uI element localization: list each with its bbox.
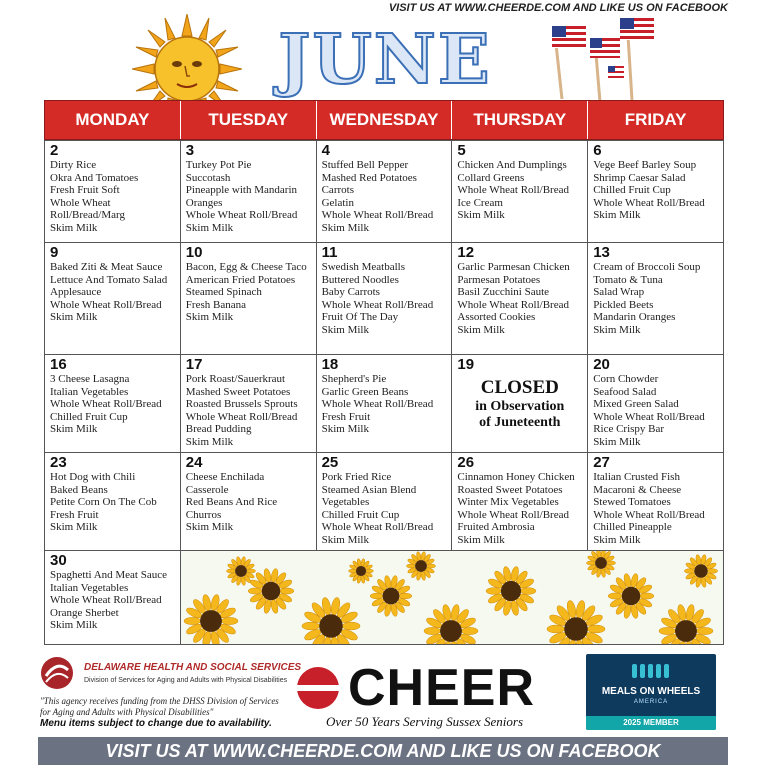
day-number: 5 (457, 142, 466, 159)
weekday-header (44, 100, 724, 140)
menu-item: Seafood Salad (593, 385, 657, 398)
menu-item: Italian Crusted Fish (593, 471, 680, 483)
menu-items (593, 159, 718, 222)
menu-item: Whole Wheat Roll/Bread (321, 521, 434, 533)
menu-item: Collard Greens (457, 171, 525, 184)
day-cell (588, 453, 724, 551)
menu-item: Skim Milk (457, 209, 505, 221)
day-number: 30 (50, 552, 67, 569)
menu-item: Skim Milk (50, 221, 98, 234)
closed-text: in Observation (475, 399, 565, 414)
menu-item: 3 Cheese Lasagna (50, 373, 130, 385)
sunflower-icon-group (181, 551, 721, 645)
menu-item: Chilled Fruit Cup (321, 508, 400, 521)
cheer-wordmark: CHEER (348, 659, 536, 717)
sunflower-icon (248, 568, 294, 614)
menu-item: Baked Ziti & Meat Sauce (50, 261, 163, 273)
menu-item: Whole Wheat Roll/Bread (50, 594, 162, 606)
weekday-thursday: THURSDAY (452, 101, 588, 139)
menu-item: Chilled Pineapple (593, 521, 672, 533)
menu-item: Stuffed Bell Pepper (321, 159, 409, 171)
day-number: 26 (457, 454, 475, 471)
menu-item: Cream of Broccoli Soup (593, 261, 701, 273)
menu-items (186, 159, 311, 234)
mow-name: MEALS ON WHEELS (601, 686, 701, 697)
day-number: 10 (185, 244, 203, 261)
day-number: 18 (321, 356, 339, 373)
sunflowers-decoration (181, 551, 724, 645)
day-cell (45, 453, 181, 551)
day-cell (317, 141, 453, 243)
menu-items (322, 261, 447, 336)
sunflower-icon (486, 566, 536, 616)
menu-item: Skim Milk (593, 323, 641, 336)
menu-item: Rice Crispy Bar (593, 423, 665, 435)
dhss-logo-icon (40, 656, 74, 690)
menu-item: Basil Zucchini Saute (457, 286, 550, 298)
menu-item: Spaghetti And Meat Sauce (50, 569, 168, 581)
menu-items (457, 159, 582, 222)
menu-item: Buttered Noodles (321, 273, 399, 286)
day-number: 20 (593, 356, 610, 373)
menu-item: Whole Wheat Roll/Bread (321, 298, 434, 311)
menu-item: Whole Wheat Roll/Bread (593, 410, 705, 423)
day-cell (317, 355, 453, 453)
menu-item: Skim Milk (457, 323, 505, 336)
menu-item: Fresh Banana (185, 298, 246, 311)
sunflower-icon (302, 597, 360, 645)
closed-text: CLOSED (480, 377, 559, 398)
menu-item: Tomato & Tuna (593, 273, 663, 286)
american-flags-icon (548, 14, 658, 104)
menu-items (593, 471, 718, 546)
menu-item: Whole Wheat Roll/Bread (50, 398, 162, 410)
day-cell (452, 243, 588, 355)
day-cell (45, 551, 181, 645)
day-cell (181, 453, 317, 551)
menu-item: Oranges (185, 196, 223, 209)
menu-item: Roasted Brussels Sprouts (185, 398, 298, 410)
menu-items (593, 373, 718, 448)
day-cell (317, 453, 453, 551)
menu-items (322, 159, 447, 234)
mow-member: 2025 MEMBER (586, 716, 716, 730)
sunflower-icon (608, 573, 654, 619)
menu-item: Salad Wrap (593, 286, 645, 298)
menu-item: Fresh Fruit Soft (50, 184, 120, 196)
day-cell (452, 141, 588, 243)
menu-item: Chicken And Dumplings (457, 159, 567, 171)
menu-item: Skim Milk (321, 221, 369, 234)
menu-item: Whole Wheat Roll/Bread (50, 298, 162, 311)
day-number: 12 (457, 244, 475, 261)
menu-items (50, 373, 175, 436)
menu-item: Bacon, Egg & Cheese Taco (185, 261, 307, 273)
menu-item: Skim Milk (185, 221, 234, 234)
menu-item: Mandarin Oranges (593, 311, 676, 323)
menu-item: Pineapple with Mandarin (185, 184, 297, 196)
menu-item: Red Beans And Rice (185, 496, 278, 508)
menu-item: Vegetables (321, 496, 370, 508)
menu-item: Whole Wheat Roll/Bread (457, 508, 569, 521)
menu-item: Skim Milk (50, 311, 98, 323)
day-number: 19 (457, 356, 475, 373)
day-number: 11 (321, 244, 338, 261)
meals-on-wheels-badge (586, 654, 716, 730)
weekday-tuesday: TUESDAY (181, 101, 317, 139)
menu-items (593, 261, 718, 336)
menu-item: Skim Milk (593, 533, 641, 546)
day-number: 25 (321, 454, 339, 471)
menu-item: Skim Milk (50, 619, 98, 631)
menu-item: Cinnamon Honey Chicken (457, 471, 575, 483)
menu-item: Whole Wheat Roll/Bread (457, 184, 569, 196)
day-cell (452, 453, 588, 551)
day-number: 24 (185, 454, 203, 471)
menu-item: Churros (185, 508, 222, 521)
menu-item: Okra And Tomatoes (50, 171, 139, 184)
menu-item: Parmesan Potatoes (457, 273, 541, 286)
menu-item: Skim Milk (185, 435, 234, 448)
menu-item: Skim Milk (457, 533, 505, 546)
meals-on-wheels-icon (630, 660, 672, 682)
day-number: 17 (185, 356, 203, 373)
menu-item: Fresh Fruit (50, 508, 99, 521)
sunflower-icon (184, 594, 238, 645)
menu-items (50, 471, 175, 534)
menu-item: Pork Fried Rice (321, 471, 392, 483)
menu-items (50, 261, 175, 324)
menu-item: Skim Milk (321, 423, 369, 435)
menu-item: Succotash (185, 171, 231, 184)
menu-item: Casserole (185, 483, 229, 496)
month-title: JUNE (278, 20, 492, 100)
menu-item: Shepherd's Pie (321, 373, 387, 385)
day-number: 23 (50, 454, 67, 471)
day-number: 9 (50, 244, 59, 261)
sunflower-icon (370, 575, 412, 617)
menu-item: Fruit Of The Day (321, 311, 399, 323)
menu-item: Whole Wheat Roll/Bread (185, 410, 298, 423)
menu-item: Applesauce (50, 286, 102, 298)
bottom-website-banner[interactable]: VISIT US AT WWW.CHEERDE.COM AND LIKE US ON FACEBOOK (38, 737, 728, 765)
top-website-link[interactable]: VISIT US AT WWW.CHEERDE.COM AND LIKE US ON FACEBOOK (388, 2, 728, 14)
menu-item: Mixed Green Salad (593, 398, 679, 410)
menu-item: Lettuce And Tomato Salad (50, 273, 168, 286)
weekday-friday: FRIDAY (624, 110, 687, 129)
dhss-division: Division of Services for Aging and Adults with Physical Disabilities (84, 677, 288, 684)
menu-item: Dirty Rice (50, 159, 97, 171)
cheer-mark-icon (296, 666, 340, 710)
sunflower-icon (684, 554, 717, 587)
menu-item: Skim Milk (50, 423, 98, 435)
menu-item: Whole Wheat Roll/Bread (321, 398, 434, 410)
menu-items (50, 159, 175, 234)
sunflower-icon (348, 558, 373, 583)
day-cell (317, 243, 453, 355)
menu-items (50, 569, 175, 632)
day-number: 2 (50, 142, 59, 159)
day-number: 16 (50, 356, 67, 373)
day-number: 27 (593, 454, 610, 471)
menu-item: Steamed Asian Blend (321, 483, 417, 496)
menu-items (186, 373, 311, 448)
cheer-tagline: Over 50 Years Serving Sussex Seniors (326, 714, 524, 729)
menu-items (322, 373, 447, 436)
change-note: Menu items subject to change due to availability. (40, 718, 272, 729)
menu-item: Hot Dog with Chili (50, 471, 136, 483)
day-number: 13 (593, 244, 610, 261)
menu-item: Vege Beef Barley Soup (593, 159, 697, 171)
menu-item: Whole Wheat Roll/Bread (457, 298, 569, 311)
menu-item: Pork Roast/Sauerkraut (185, 373, 286, 385)
weekday-wednesday: WEDNESDAY (317, 101, 453, 139)
day-number: 6 (593, 142, 602, 159)
menu-item: Whole Wheat Roll/Bread (593, 508, 705, 521)
menu-item: Chilled Fruit Cup (593, 184, 671, 196)
menu-item: Orange Sherbet (50, 606, 119, 619)
sunflower-icon (424, 604, 478, 645)
sunflower-icon (547, 600, 605, 645)
day-cell (588, 243, 724, 355)
menu-calendar (44, 100, 724, 645)
sunflower-icon (406, 551, 435, 580)
funding-note: "This agency receives funding from the DHSS Division of Services for Aging and Adults with Physical Disabilities" (40, 696, 279, 717)
calendar-grid (44, 140, 724, 645)
menu-item: American Fried Potatoes (185, 273, 296, 286)
closed-notice (457, 377, 582, 431)
day-cell (588, 141, 724, 243)
menu-item: Garlic Parmesan Chicken (457, 261, 570, 273)
menu-item: Italian Vegetables (50, 581, 129, 594)
menu-item: Baby Carrots (321, 286, 380, 298)
menu-item: Baked Beans (50, 483, 108, 496)
menu-item: Skim Milk (593, 435, 641, 448)
menu-item: Mashed Sweet Potatoes (185, 385, 291, 398)
menu-item: Corn Chowder (593, 373, 659, 385)
menu-item: Fruited Ambrosia (457, 521, 535, 533)
menu-item: Pickled Beets (593, 298, 654, 311)
sunflower-icon (586, 551, 615, 578)
day-number: 4 (321, 142, 330, 159)
menu-item: Swedish Meatballs (321, 261, 406, 273)
menu-items (186, 261, 311, 324)
day-cell (181, 355, 317, 453)
menu-item: Steamed Spinach (185, 286, 262, 298)
menu-item: Skim Milk (593, 209, 641, 221)
menu-items (322, 471, 447, 546)
dhss-name: DELAWARE HEALTH AND SOCIAL SERVICES (84, 662, 302, 673)
menu-item: Roll/Bread/Marg (50, 209, 125, 221)
day-cell (45, 243, 181, 355)
menu-item: Stewed Tomatoes (593, 496, 671, 508)
menu-item: Garlic Green Beans (321, 385, 409, 398)
menu-item: Cheese Enchilada (185, 471, 265, 483)
menu-item: Skim Milk (50, 521, 98, 533)
menu-item: Assorted Cookies (457, 311, 536, 323)
menu-item: Carrots (321, 184, 354, 196)
menu-item: Skim Milk (321, 533, 369, 546)
day-cell (181, 141, 317, 243)
menu-item: Macaroni & Cheese (593, 483, 682, 496)
menu-item: Bread Pudding (185, 423, 252, 435)
menu-item: Gelatin (321, 196, 354, 209)
menu-item: Skim Milk (185, 311, 234, 323)
day-cell (588, 355, 724, 453)
menu-item: Fresh Fruit (321, 410, 371, 423)
menu-items (457, 471, 582, 546)
mow-sub: AMERICA (633, 699, 669, 705)
menu-items (457, 261, 582, 336)
sunflower-icon (659, 604, 713, 645)
day-cell (45, 141, 181, 243)
day-cell (45, 355, 181, 453)
menu-item: Skim Milk (321, 323, 369, 336)
menu-item: Chilled Fruit Cup (50, 410, 128, 423)
menu-item: Turkey Pot Pie (185, 159, 252, 171)
menu-item: Italian Vegetables (50, 385, 129, 398)
menu-items (186, 471, 311, 534)
day-cell (181, 243, 317, 355)
menu-item: Shrimp Caesar Salad (593, 171, 686, 184)
weekday-monday: MONDAY (45, 101, 181, 139)
menu-item: Mashed Red Potatoes (321, 171, 417, 184)
menu-item: Roasted Sweet Potatoes (457, 483, 563, 496)
menu-item: Ice Cream (457, 196, 503, 209)
menu-item: Whole Wheat Roll/Bread (185, 209, 298, 221)
closed-text: of Juneteenth (479, 415, 561, 430)
day-cell (452, 355, 588, 453)
menu-item: Petite Corn On The Cob (50, 496, 157, 508)
menu-item: Skim Milk (185, 521, 234, 533)
menu-item: Whole Wheat (50, 196, 111, 209)
menu-item: Winter Mix Vegetables (457, 496, 559, 508)
day-number: 3 (185, 142, 195, 159)
menu-item: Whole Wheat Roll/Bread (321, 209, 434, 221)
menu-item: Whole Wheat Roll/Bread (593, 196, 705, 209)
